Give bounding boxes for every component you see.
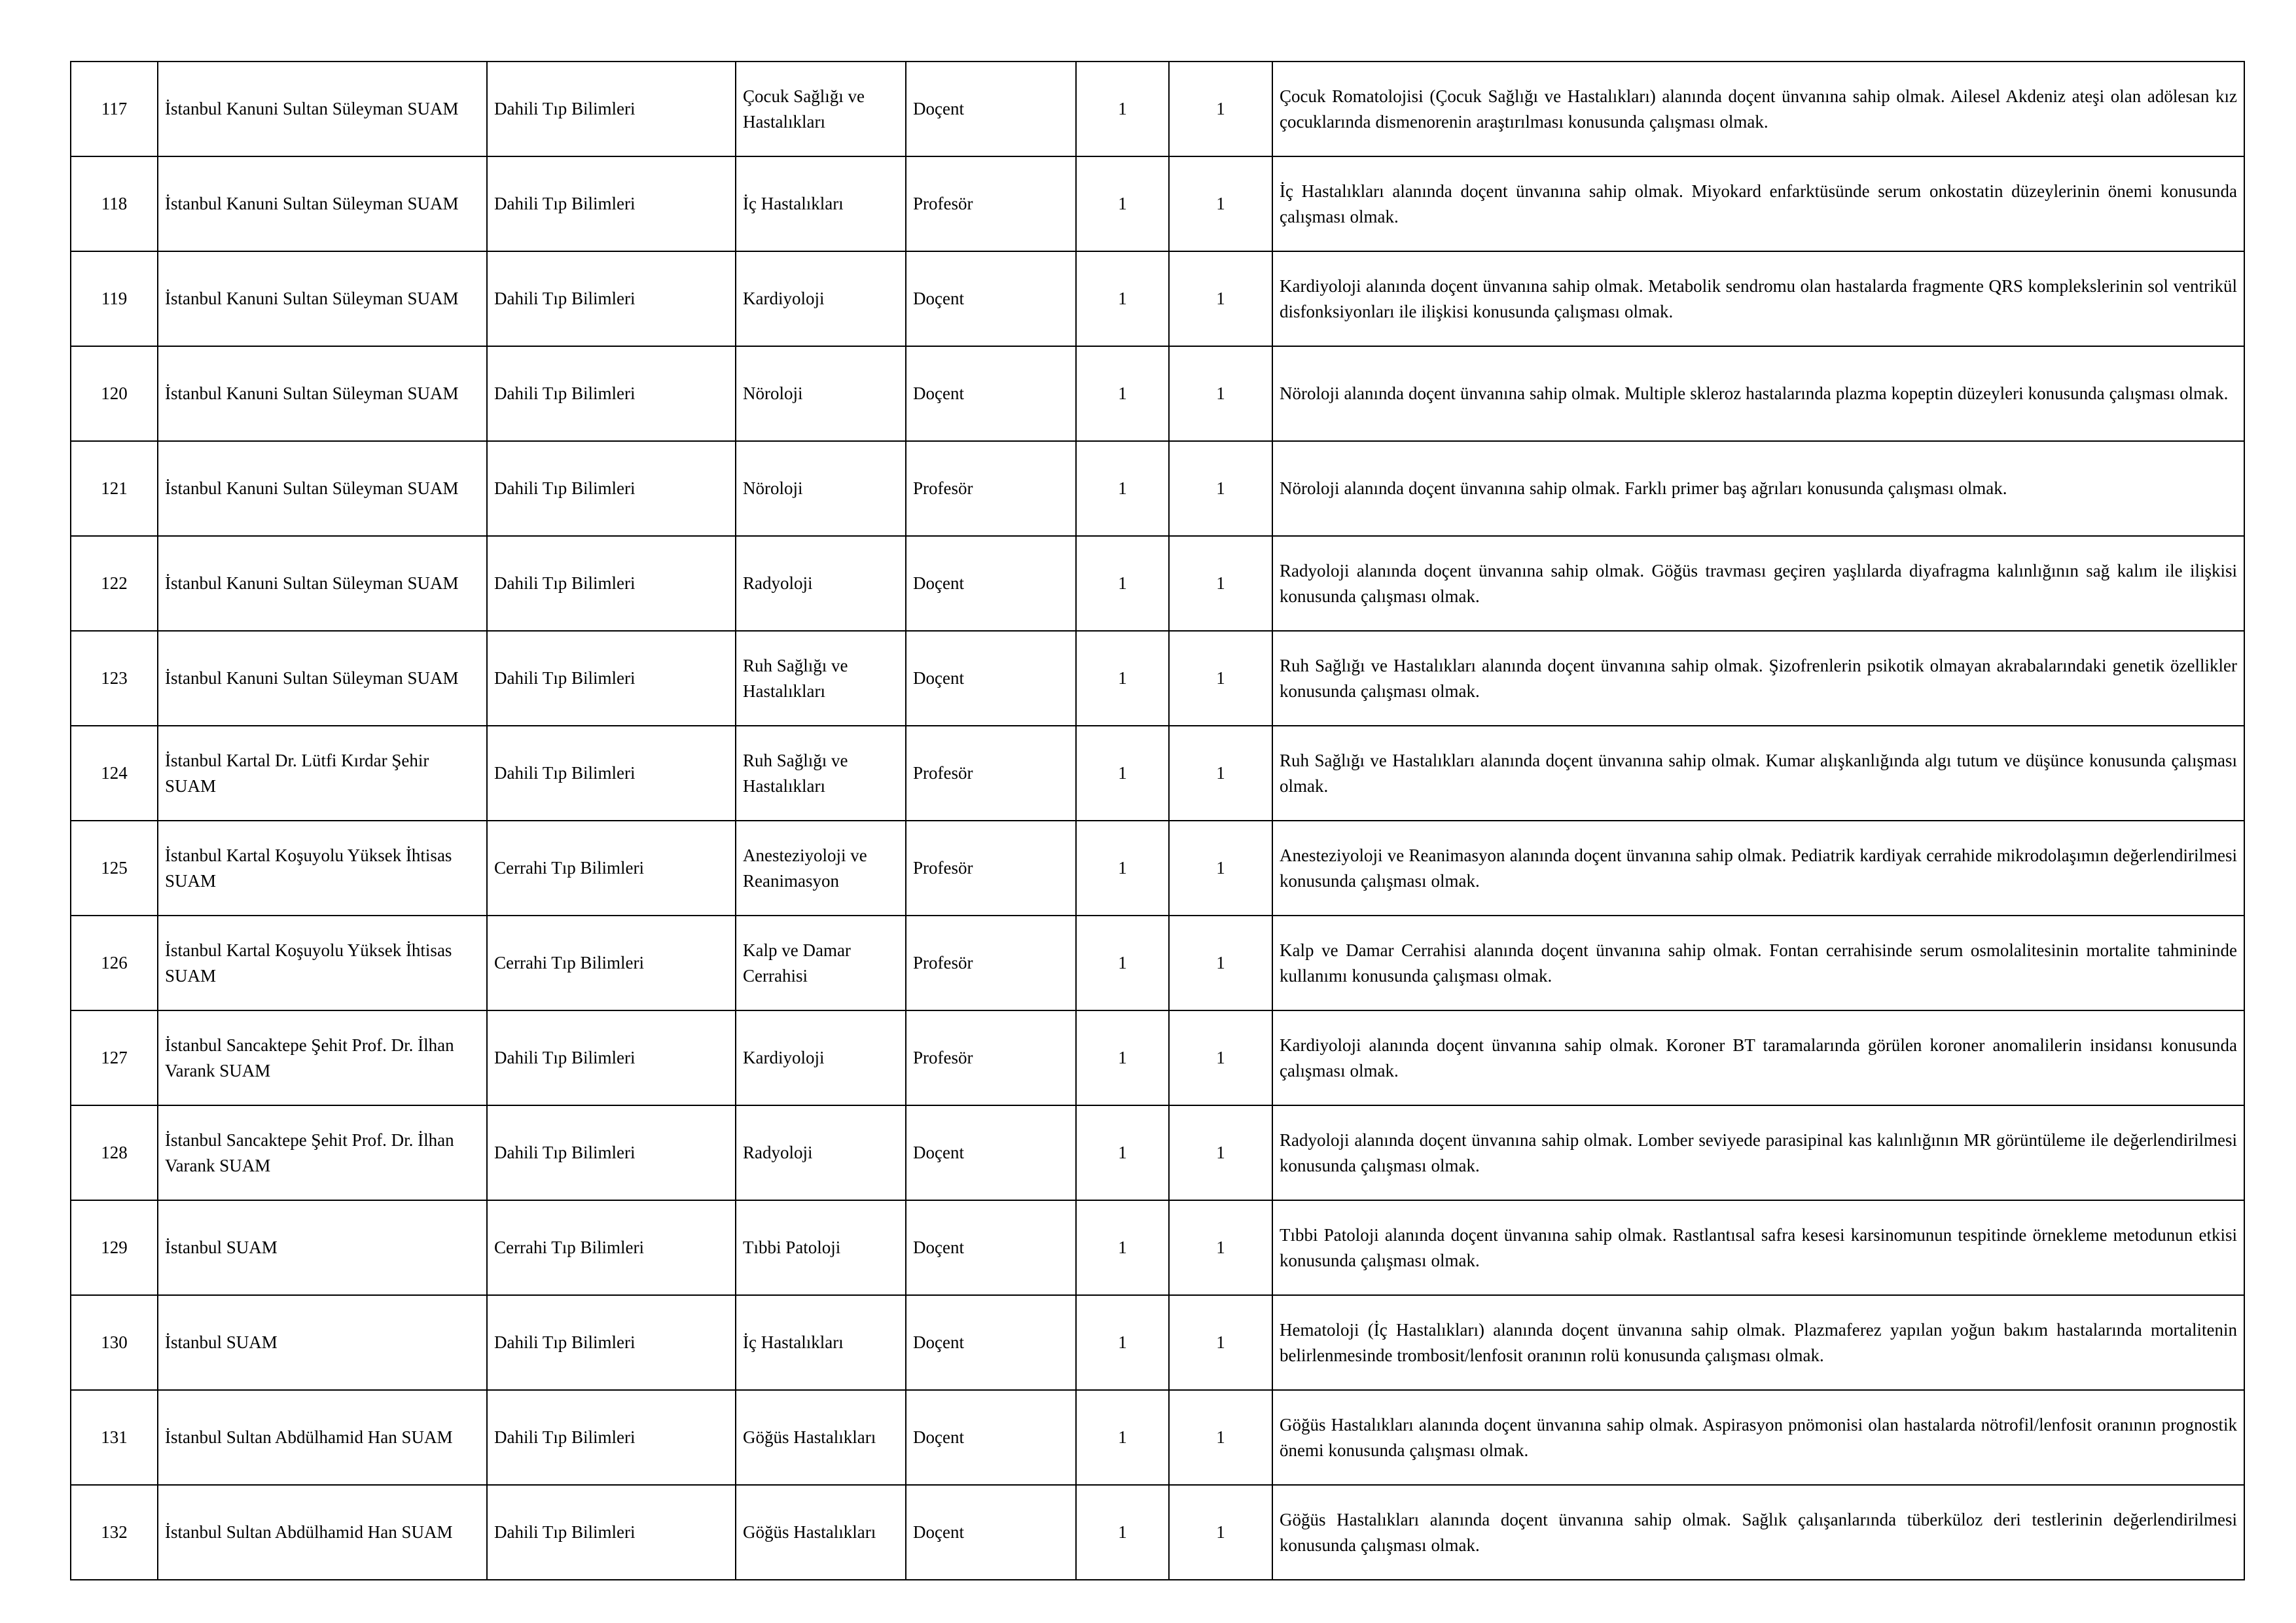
cell-unvan: Profesör (906, 916, 1076, 1010)
cell-bolum: Dahili Tıp Bilimleri (487, 441, 736, 536)
cell-adet: 1 (1169, 1485, 1272, 1580)
cell-derece: 1 (1076, 631, 1169, 726)
cell-adet: 1 (1169, 441, 1272, 536)
cell-aciklama: Anesteziyoloji ve Reanimasyon alanında doçent ünvanına sahip olmak. Pediatrik kardiyak cerrahide mikrodolaşımın değerlendirilmesi konusunda çalışması olmak. (1272, 821, 2244, 916)
cell-sira-no: 130 (71, 1295, 158, 1390)
cell-aciklama: Radyoloji alanında doçent ünvanına sahip olmak. Göğüs travması geçiren yaşlılarda diyafragma kalınlığının sağ kalım ile ilişkisi konusunda çalışması olmak. (1272, 536, 2244, 631)
table-row (71, 631, 2244, 726)
cell-anabilim-dali: Ruh Sağlığı ve Hastalıkları (736, 631, 906, 726)
cell-kurum: İstanbul Sancaktepe Şehit Prof. Dr. İlhan Varank SUAM (158, 1105, 487, 1200)
cell-anabilim-dali: Anesteziyoloji ve Reanimasyon (736, 821, 906, 916)
cell-kurum: İstanbul Kanuni Sultan Süleyman SUAM (158, 441, 487, 536)
cell-unvan: Profesör (906, 1010, 1076, 1105)
cell-sira-no: 128 (71, 1105, 158, 1200)
table-row (71, 1105, 2244, 1200)
cell-kurum: İstanbul Kanuni Sultan Süleyman SUAM (158, 62, 487, 156)
cell-unvan: Doçent (906, 62, 1076, 156)
cell-anabilim-dali: Radyoloji (736, 1105, 906, 1200)
cell-derece: 1 (1076, 1485, 1169, 1580)
cell-unvan: Profesör (906, 156, 1076, 251)
cell-adet: 1 (1169, 1200, 1272, 1295)
cell-unvan: Doçent (906, 536, 1076, 631)
cell-kurum: İstanbul Kanuni Sultan Süleyman SUAM (158, 536, 487, 631)
cell-bolum: Dahili Tıp Bilimleri (487, 346, 736, 441)
table-body (71, 62, 2244, 1580)
cell-derece: 1 (1076, 916, 1169, 1010)
cell-anabilim-dali: Radyoloji (736, 536, 906, 631)
cell-sira-no: 118 (71, 156, 158, 251)
cell-derece: 1 (1076, 1010, 1169, 1105)
cell-sira-no: 127 (71, 1010, 158, 1105)
cell-sira-no: 120 (71, 346, 158, 441)
cell-sira-no: 129 (71, 1200, 158, 1295)
cell-sira-no: 131 (71, 1390, 158, 1485)
cell-bolum: Dahili Tıp Bilimleri (487, 726, 736, 821)
cell-adet: 1 (1169, 251, 1272, 346)
cell-aciklama: Nöroloji alanında doçent ünvanına sahip olmak. Farklı primer baş ağrıları konusunda çalışması olmak. (1272, 441, 2244, 536)
cell-aciklama: Nöroloji alanında doçent ünvanına sahip olmak. Multiple skleroz hastalarında plazma kopeptin düzeyleri konusunda çalışması olmak. (1272, 346, 2244, 441)
cell-anabilim-dali: Ruh Sağlığı ve Hastalıkları (736, 726, 906, 821)
cell-unvan: Doçent (906, 346, 1076, 441)
table-row (71, 1390, 2244, 1485)
cell-adet: 1 (1169, 1105, 1272, 1200)
cell-anabilim-dali: Kardiyoloji (736, 1010, 906, 1105)
cell-derece: 1 (1076, 726, 1169, 821)
cell-aciklama: Çocuk Romatolojisi (Çocuk Sağlığı ve Hastalıkları) alanında doçent ünvanına sahip olmak. Ailesel Akdeniz ateşi olan adölesan kız çocuklarında dismenorenin araştırılması konusunda çalışması olmak. (1272, 62, 2244, 156)
cell-sira-no: 122 (71, 536, 158, 631)
table-row (71, 156, 2244, 251)
cell-bolum: Dahili Tıp Bilimleri (487, 62, 736, 156)
cell-adet: 1 (1169, 1295, 1272, 1390)
cell-unvan: Profesör (906, 441, 1076, 536)
cell-bolum: Cerrahi Tıp Bilimleri (487, 916, 736, 1010)
cell-derece: 1 (1076, 62, 1169, 156)
cell-sira-no: 121 (71, 441, 158, 536)
cell-kurum: İstanbul Kanuni Sultan Süleyman SUAM (158, 346, 487, 441)
cell-aciklama: İç Hastalıkları alanında doçent ünvanına sahip olmak. Miyokard enfarktüsünde serum onkostatin düzeylerinin önemi konusunda çalışması olmak. (1272, 156, 2244, 251)
cell-derece: 1 (1076, 251, 1169, 346)
cell-aciklama: Göğüs Hastalıkları alanında doçent ünvanına sahip olmak. Aspirasyon pnömonisi olan hastalarda nötrofil/lenfosit oranının prognostik önemi konusunda çalışması olmak. (1272, 1390, 2244, 1485)
cell-bolum: Dahili Tıp Bilimleri (487, 1390, 736, 1485)
table-row (71, 726, 2244, 821)
cell-aciklama: Göğüs Hastalıkları alanında doçent ünvanına sahip olmak. Sağlık çalışanlarında tüberküloz deri testlerinin değerlendirilmesi konusunda çalışması olmak. (1272, 1485, 2244, 1580)
table-row (71, 62, 2244, 156)
cell-aciklama: Ruh Sağlığı ve Hastalıkları alanında doçent ünvanına sahip olmak. Kumar alışkanlığında algı tutum ve düşünce konusunda çalışması olmak. (1272, 726, 2244, 821)
cell-derece: 1 (1076, 156, 1169, 251)
cell-derece: 1 (1076, 1390, 1169, 1485)
cell-adet: 1 (1169, 916, 1272, 1010)
cell-aciklama: Kardiyoloji alanında doçent ünvanına sahip olmak. Koroner BT taramalarında görülen koroner anomalilerin insidansı konusunda çalışması olmak. (1272, 1010, 2244, 1105)
cell-bolum: Dahili Tıp Bilimleri (487, 1010, 736, 1105)
cell-unvan: Profesör (906, 821, 1076, 916)
cell-bolum: Cerrahi Tıp Bilimleri (487, 1200, 736, 1295)
cell-derece: 1 (1076, 1105, 1169, 1200)
cell-unvan: Doçent (906, 1105, 1076, 1200)
cell-unvan: Doçent (906, 251, 1076, 346)
cell-bolum: Dahili Tıp Bilimleri (487, 251, 736, 346)
cell-kurum: İstanbul Kartal Dr. Lütfi Kırdar Şehir SUAM (158, 726, 487, 821)
cell-unvan: Doçent (906, 1200, 1076, 1295)
cell-bolum: Dahili Tıp Bilimleri (487, 156, 736, 251)
cell-anabilim-dali: İç Hastalıkları (736, 1295, 906, 1390)
cell-bolum: Dahili Tıp Bilimleri (487, 1295, 736, 1390)
cell-derece: 1 (1076, 346, 1169, 441)
cell-sira-no: 123 (71, 631, 158, 726)
table-row (71, 536, 2244, 631)
cell-anabilim-dali: İç Hastalıkları (736, 156, 906, 251)
cell-kurum: İstanbul Kartal Koşuyolu Yüksek İhtisas SUAM (158, 821, 487, 916)
cell-unvan: Doçent (906, 631, 1076, 726)
cell-aciklama: Ruh Sağlığı ve Hastalıkları alanında doçent ünvanına sahip olmak. Şizofrenlerin psikotik olmayan akrabalarındaki genetik özellikler konusunda çalışması olmak. (1272, 631, 2244, 726)
cell-sira-no: 124 (71, 726, 158, 821)
cell-anabilim-dali: Tıbbi Patoloji (736, 1200, 906, 1295)
cell-sira-no: 117 (71, 62, 158, 156)
cell-unvan: Doçent (906, 1295, 1076, 1390)
cell-bolum: Dahili Tıp Bilimleri (487, 536, 736, 631)
cell-bolum: Dahili Tıp Bilimleri (487, 1485, 736, 1580)
cell-anabilim-dali: Göğüs Hastalıkları (736, 1485, 906, 1580)
table-row (71, 1295, 2244, 1390)
table-row (71, 346, 2244, 441)
academic-positions-table (70, 61, 2245, 1580)
table-row (71, 821, 2244, 916)
cell-aciklama: Kalp ve Damar Cerrahisi alanında doçent ünvanına sahip olmak. Fontan cerrahisinde serum osmolalitesinin mortalite tahmininde kullanımı konusunda çalışması olmak. (1272, 916, 2244, 1010)
cell-anabilim-dali: Çocuk Sağlığı ve Hastalıkları (736, 62, 906, 156)
cell-sira-no: 125 (71, 821, 158, 916)
table-row (71, 1010, 2244, 1105)
cell-anabilim-dali: Kardiyoloji (736, 251, 906, 346)
cell-bolum: Cerrahi Tıp Bilimleri (487, 821, 736, 916)
cell-kurum: İstanbul Kartal Koşuyolu Yüksek İhtisas SUAM (158, 916, 487, 1010)
cell-kurum: İstanbul Kanuni Sultan Süleyman SUAM (158, 156, 487, 251)
cell-sira-no: 126 (71, 916, 158, 1010)
cell-aciklama: Kardiyoloji alanında doçent ünvanına sahip olmak. Metabolik sendromu olan hastalarda fragmente QRS komplekslerinin sol ventrikül disfonksiyonları ile ilişkisi konusunda çalışması olmak. (1272, 251, 2244, 346)
cell-sira-no: 119 (71, 251, 158, 346)
cell-adet: 1 (1169, 1010, 1272, 1105)
cell-unvan: Doçent (906, 1390, 1076, 1485)
cell-derece: 1 (1076, 441, 1169, 536)
cell-anabilim-dali: Nöroloji (736, 346, 906, 441)
cell-kurum: İstanbul Kanuni Sultan Süleyman SUAM (158, 631, 487, 726)
cell-sira-no: 132 (71, 1485, 158, 1580)
cell-bolum: Dahili Tıp Bilimleri (487, 1105, 736, 1200)
table-row (71, 1200, 2244, 1295)
cell-kurum: İstanbul Sancaktepe Şehit Prof. Dr. İlhan Varank SUAM (158, 1010, 487, 1105)
cell-kurum: İstanbul Sultan Abdülhamid Han SUAM (158, 1390, 487, 1485)
cell-anabilim-dali: Göğüs Hastalıkları (736, 1390, 906, 1485)
cell-adet: 1 (1169, 156, 1272, 251)
cell-kurum: İstanbul SUAM (158, 1295, 487, 1390)
cell-aciklama: Radyoloji alanında doçent ünvanına sahip olmak. Lomber seviyede parasipinal kas kalınlığının MR görüntüleme ile değerlendirilmesi konusunda çalışması olmak. (1272, 1105, 2244, 1200)
cell-kurum: İstanbul Sultan Abdülhamid Han SUAM (158, 1485, 487, 1580)
cell-anabilim-dali: Kalp ve Damar Cerrahisi (736, 916, 906, 1010)
cell-derece: 1 (1076, 536, 1169, 631)
cell-adet: 1 (1169, 821, 1272, 916)
cell-bolum: Dahili Tıp Bilimleri (487, 631, 736, 726)
cell-aciklama: Tıbbi Patoloji alanında doçent ünvanına sahip olmak. Rastlantısal safra kesesi karsinomunun tespitinde örnekleme metodunun etkisi konusunda çalışması olmak. (1272, 1200, 2244, 1295)
cell-adet: 1 (1169, 346, 1272, 441)
cell-unvan: Doçent (906, 1485, 1076, 1580)
cell-adet: 1 (1169, 62, 1272, 156)
cell-anabilim-dali: Nöroloji (736, 441, 906, 536)
table-row (71, 1485, 2244, 1580)
cell-derece: 1 (1076, 1295, 1169, 1390)
cell-aciklama: Hematoloji (İç Hastalıkları) alanında doçent ünvanına sahip olmak. Plazmaferez yapılan yoğun bakım hastalarında mortalitenin belirlenmesinde trombosit/lenfosit oranının rolü konusunda çalışması olmak. (1272, 1295, 2244, 1390)
cell-kurum: İstanbul SUAM (158, 1200, 487, 1295)
table-row (71, 441, 2244, 536)
cell-adet: 1 (1169, 631, 1272, 726)
cell-derece: 1 (1076, 1200, 1169, 1295)
cell-adet: 1 (1169, 1390, 1272, 1485)
cell-derece: 1 (1076, 821, 1169, 916)
cell-kurum: İstanbul Kanuni Sultan Süleyman SUAM (158, 251, 487, 346)
cell-adet: 1 (1169, 536, 1272, 631)
table-row (71, 251, 2244, 346)
cell-adet: 1 (1169, 726, 1272, 821)
cell-unvan: Profesör (906, 726, 1076, 821)
table-row (71, 916, 2244, 1010)
